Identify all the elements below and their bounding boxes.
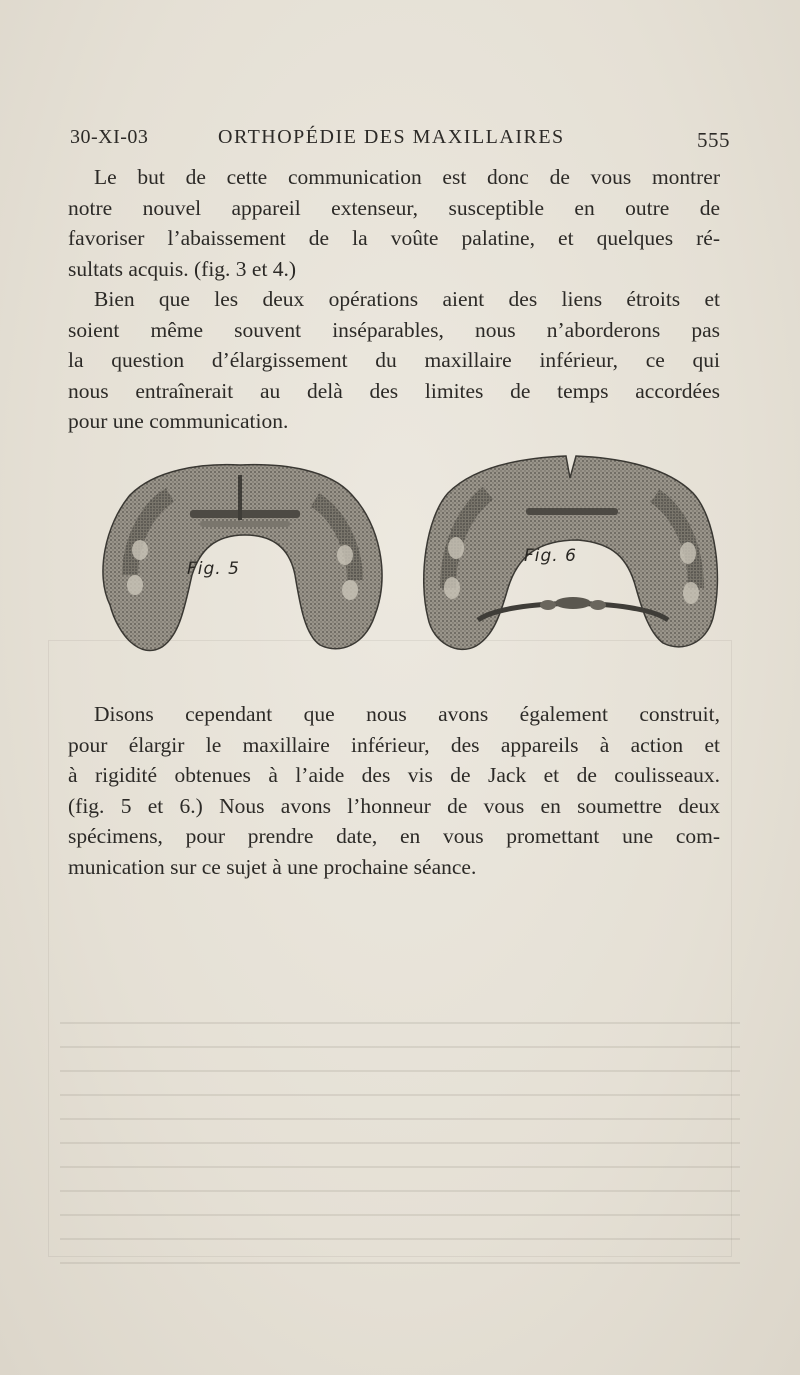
figure-6 (418, 448, 723, 673)
text-line: Disons cependant que nous avons également construit, (94, 702, 720, 726)
figure-label: Fig. 6 (524, 546, 577, 566)
text-line: sultats acquis. (fig. 3 et 4.) (68, 256, 297, 281)
header-date: 30-XI-03 (70, 126, 149, 148)
text-line: spécimens, pour prendre date, en vous promettant une com- (68, 824, 720, 848)
running-header (70, 126, 730, 156)
text-line: pour une communication. (68, 409, 289, 433)
text-line: pour élargir le maxillaire inférieur, des appareils à action et (68, 732, 720, 757)
dental-appliance-illustration (90, 455, 395, 670)
text-line: nous entraînerait au delà des limites de temps accordées (68, 378, 720, 403)
text-line: Bien que les deux opérations aient des liens étroits et (94, 287, 720, 311)
figure-label: Fig. 5 (187, 559, 240, 579)
figure-5 (90, 455, 395, 670)
text-line: (fig. 5 et 6.) Nous avons l’honneur de vous en soumettre deux (68, 793, 720, 818)
paragraph-2 (68, 284, 720, 437)
text-line: notre nouvel appareil extenseur, susceptible en outre de (68, 195, 720, 220)
text-line: Le but de cette communication est donc de vous montrer (94, 165, 720, 189)
header-title: ORTHOPÉDIE DES MAXILLAIRES (218, 126, 565, 148)
page-number: 555 (697, 128, 730, 152)
text-line: soient même souvent inséparables, nous n’aborderons pas (68, 317, 720, 342)
text-line: favoriser l’abaissement de la voûte palatine, et quelques ré- (68, 226, 720, 250)
paragraph-3 (68, 699, 720, 882)
paragraph-1 (68, 162, 720, 284)
text-line: à rigidité obtenues à l’aide des vis de Jack et de coulisseaux. (68, 763, 720, 787)
text-line: la question d’élargissement du maxillaire inférieur, ce qui (68, 348, 720, 372)
show-through-text (60, 1000, 740, 1270)
text-line: munication sur ce sujet à une prochaine séance. (68, 854, 477, 879)
